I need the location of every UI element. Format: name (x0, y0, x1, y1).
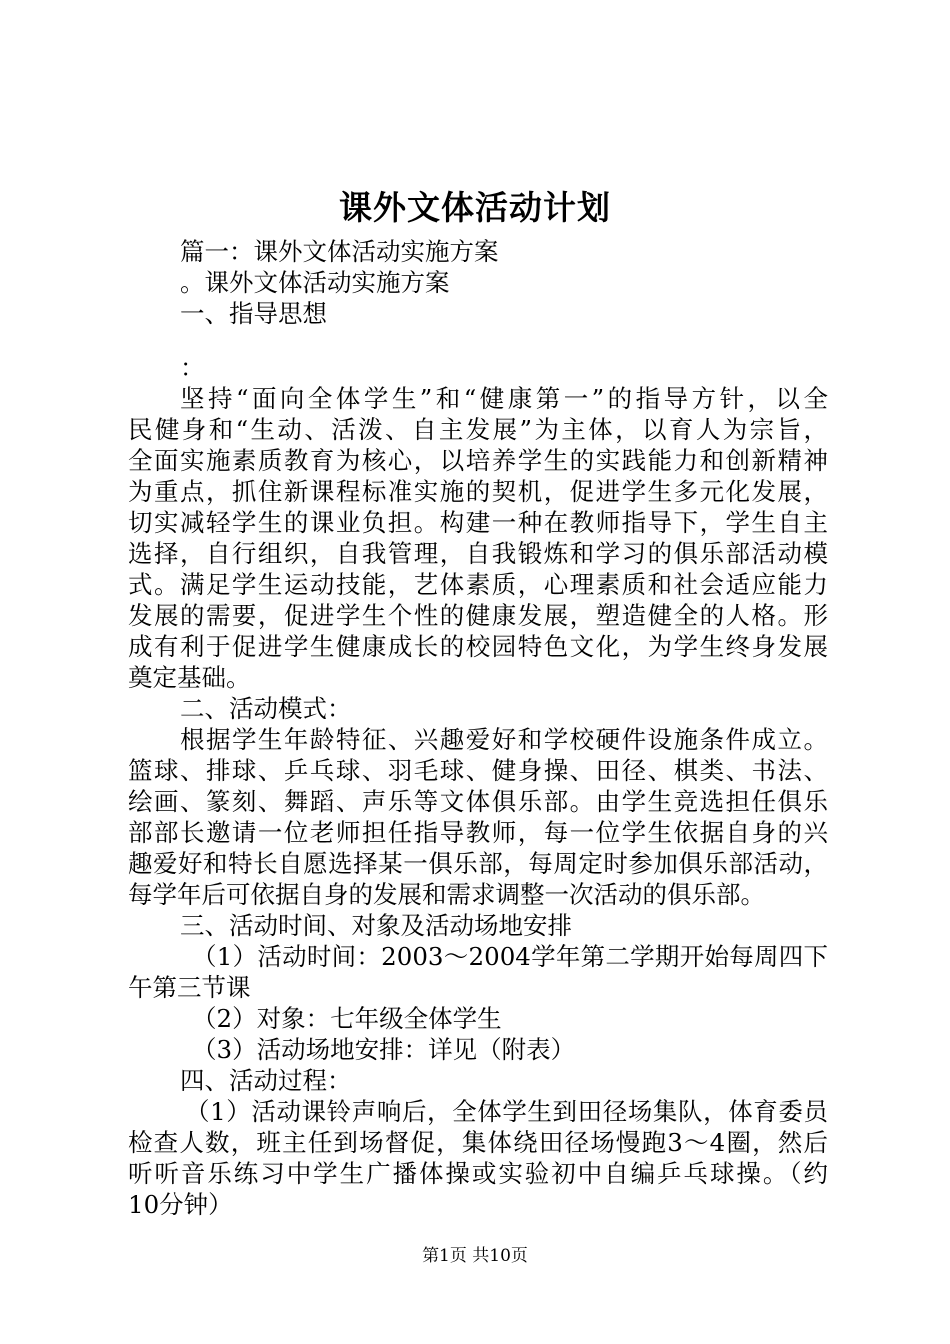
section-heading: 三、活动时间、对象及活动场地安排 (180, 911, 572, 940)
document-title: 课外文体活动计划 (339, 188, 611, 227)
paragraph-line: 全面实施素质教育为核心，以培养学生的实践能力和创新精神 (128, 446, 828, 475)
paragraph-line: 成有利于促进学生健康成长的校园特色文化，为学生终身发展 (128, 632, 828, 661)
paragraph-line: 篮球、排球、乒乓球、羽毛球、健身操、田径、棋类、书法、 (128, 756, 828, 785)
paragraph-line: 趣爱好和特长自愿选择某一俱乐部，每周定时参加俱乐部活动， (128, 849, 828, 878)
section-heading: 四、活动过程： (180, 1066, 352, 1095)
list-item-line: 听听音乐练习中学生广播体操或实验初中自编乒乓球操。（约 (128, 1159, 828, 1188)
paragraph-line: 绘画、篆刻、舞蹈、声乐等文体俱乐部。由学生竞选担任俱乐 (128, 787, 828, 816)
section-heading: 二、活动模式： (180, 694, 352, 723)
paragraph-line: 部部长邀请一位老师担任指导教师，每一位学生依据自身的兴 (128, 818, 828, 847)
section-heading: 篇一：课外文体活动实施方案 (180, 237, 499, 266)
list-item-line: 检查人数，班主任到场督促，集体绕田径场慢跑3～4圈，然后 (128, 1128, 828, 1157)
list-item-line: 10分钟） (128, 1190, 233, 1219)
paragraph-line: 为重点，抓住新课程标准实施的契机，促进学生多元化发展， (128, 477, 828, 506)
paragraph-gap (128, 329, 828, 352)
list-item-line: （3）活动场地安排：详见（附表） (192, 1035, 576, 1064)
paragraph-line: 切实减轻学生的课业负担。构建一种在教师指导下，学生自主 (128, 508, 828, 537)
paragraph-line: 坚持“面向全体学生”和“健康第一”的指导方针，以全 (180, 384, 828, 413)
list-item-line: （1）活动课铃声响后，全体学生到田径场集队，体育委员 (185, 1097, 828, 1126)
list-item-line: （1）活动时间：2003～2004学年第二学期开始每周四下 (192, 942, 828, 971)
paragraph-line: 每学年后可依据自身的发展和需求调整一次活动的俱乐部。 (128, 880, 765, 909)
page-number-footer: 第1页 共10页 (422, 1246, 528, 1266)
paragraph-line: 发展的需要，促进学生个性的健康发展，塑造健全的人格。形 (128, 601, 828, 630)
list-item-line: （2）对象：七年级全体学生 (192, 1004, 502, 1033)
paragraph-line: 选择，自行组织，自我管理，自我锻炼和学习的俱乐部活动模 (128, 539, 828, 568)
subtitle-line: 。课外文体活动实施方案 (180, 268, 450, 297)
section-heading: 一、指导思想 (180, 299, 327, 328)
paragraph-line: 民健身和“生动、活泼、自主发展”为主体，以育人为宗旨， (128, 415, 828, 444)
document-body (128, 236, 828, 1220)
paragraph-line: 奠定基础。 (128, 663, 251, 692)
list-item-line: 午第三节课 (128, 973, 251, 1002)
paragraph-line: 根据学生年龄特征、兴趣爱好和学校硬件设施条件成立。 (180, 725, 828, 754)
paragraph-line: 式。满足学生运动技能，艺体素质，心理素质和社会适应能力 (128, 570, 828, 599)
colon-line: ： (180, 353, 205, 382)
